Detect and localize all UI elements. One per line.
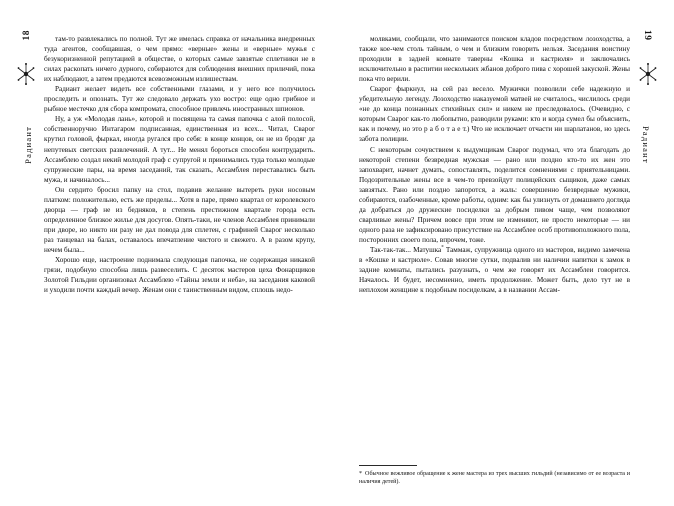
footnote-area bbox=[359, 465, 630, 486]
paragraph: там-то развлекались по полной. Тут же имелась справка от начальника внедренных туда агентов, сообщавшая, о чем прямо: «верные» жены и «верные» мужья с безукоризненной репутацией в обществе, о которых самые завзятые сплетники не в силах раскопать ничего дурного, собираются для соблюдения внешних приличий, пока их наблюдают, а затем предаются всевозможным излишествам. bbox=[44, 35, 315, 84]
fleuron-ornament-icon bbox=[17, 62, 35, 86]
footnote-marker: * bbox=[359, 470, 363, 477]
paragraph-with-footnote-ref: Так-так-так... Матушка* Таммаж, супружница одного из мастеров, видимо замечена в «Кошке и кастрюле». Совав многие сутки, подвалив ни наличии напитки к замок в задние комнаты, пытались разузнать, о чем же говорят их Ассамблеи говорится. Началось. И будет, несомненно, иметь продолжение. Может быть, дело тут не в неплохом женщине к подобным посиделкам, а в названии Ассам- bbox=[359, 245, 630, 295]
page-number-left: 18 bbox=[22, 30, 32, 41]
paragraph: Хорошо еще, настроение поднимала следующая папочка, не содержащая никакой грязи, подобную способна лишь развеселить. С десяток мастеров цеха Фонарщиков Золотой Гильдии организовал Ассамблею «Тайны земли и неба», на заседания каковой и уходили почти каждый вечер. Женам они с таинственным видом, сплошь недо- bbox=[44, 256, 315, 295]
running-head-right: Радиант bbox=[641, 126, 651, 164]
footnote bbox=[359, 470, 630, 486]
footnote-text: Обычное вежливое обращение к жене мастера из трех высших гильдий (независимо от ее возраста и наличия детей). bbox=[359, 470, 630, 485]
page-number-right: 19 bbox=[642, 30, 652, 41]
left-page-text-column bbox=[44, 34, 315, 295]
paragraph: С некоторым сочувствием к выдумщикам Сварог подумал, что эта благодать до некоторой степени безвредная мужская — рано или поздно кто-то их жен это запохварит, начнет думать, сопоставлять, поделится сомнениями с приятельницами. Подозрительные жены все в чем-то превзойдут полицейских сыщиков, даже самых завзятых. Рано или поздно запоротся, а жаль: совершенно безвредные мужики, собираются, озабоченные, кроме работы, одним: как бы улизнуть от домашнего догляда да добраться до дружеские посиделки за добрым пивом чаще, чем позволяют сварливые жены? Причем вовсе при этом не изменяют, не просто некоторые — ни одного раза не зафиксировано присутствие на Ассамблее особ противоположного пола, посторонних своего пола, впрочем, тоже. bbox=[359, 145, 630, 244]
running-head-left: Радиант bbox=[23, 126, 33, 164]
right-page bbox=[337, 0, 674, 506]
paragraph: Радиант желает видеть все собственными глазами, и у него все получилось проследить и опознать. Тут же следовало держать ухо востро: еще одно грибное и рыбное местечко для сбора компромата, способное привлечь иностранных шпионов. bbox=[44, 85, 315, 114]
fleuron-ornament-icon bbox=[639, 62, 657, 86]
paragraph: Он сердито бросил папку на стол, подавив желание вытереть руки носовым платком: положительно, есть же пределы... Хотя в паре, прямо квартал от королевского дворца — граф не из бедняков, в степень престижном квартале города есть определенное близкое жилье для досугов. Опять-таки, не членов Ассамблея принимали при дворе, но никто ни разу не дал повода для сплетен, с графиней Сварог несколько раз танцевал на балах, оставалось впечатление чистого и свежего. А в разом крупу, нечем была... bbox=[44, 185, 315, 254]
footnote-divider bbox=[359, 465, 417, 466]
right-page-text-column bbox=[359, 34, 630, 295]
paragraph: Ну, а уж «Молодая лань», которой и посвящена та самая папочка с алой полосой, собственноручно Интагаром подписанная, единственная из всех... Читал, Сварог крутил головой, фыркал, иногда ругался про себя: в конце концов, он не из бродяг да непутевых светских развлечений. А тут... Не менял бороться способен контрударить. Ассамблею создал некий молодой граф с супругой и принимались туда только молодые супружеские пары, на время заседаний, так сказать, Ассамблея переставались быть мужа, и начиналось... bbox=[44, 115, 315, 184]
paragraph: Сварог фыркнул, на сей раз весело. Мужички позволили себе надежную и убедительную легенду. Лозоходство наказуемой матвей не считалось, числилось среди «не до конца познанных стихийных сил» и никем не преследовалось. (Очевидно, с которым Сварог как-то любопытно, разводили руками: кто и когда сумел бы объяснить, как и почему, но это р а б о т а е т.) Что не исключает отчасти ни шарлатанов, но здесь забота полиции. bbox=[359, 85, 630, 144]
paragraph: молвками, сообщали, что занимаются поиском кладов посредством лозоходства, а также кое-чем столь тайным, о чем и близким говорить нельзя. Заседания воистину проходили в задней комнате таверны «Кошка и кастрюля» и заключались исключительно в распитии нескольких жбанов доброго пива с хорошей закуской. Жены пока что верили. bbox=[359, 35, 630, 84]
